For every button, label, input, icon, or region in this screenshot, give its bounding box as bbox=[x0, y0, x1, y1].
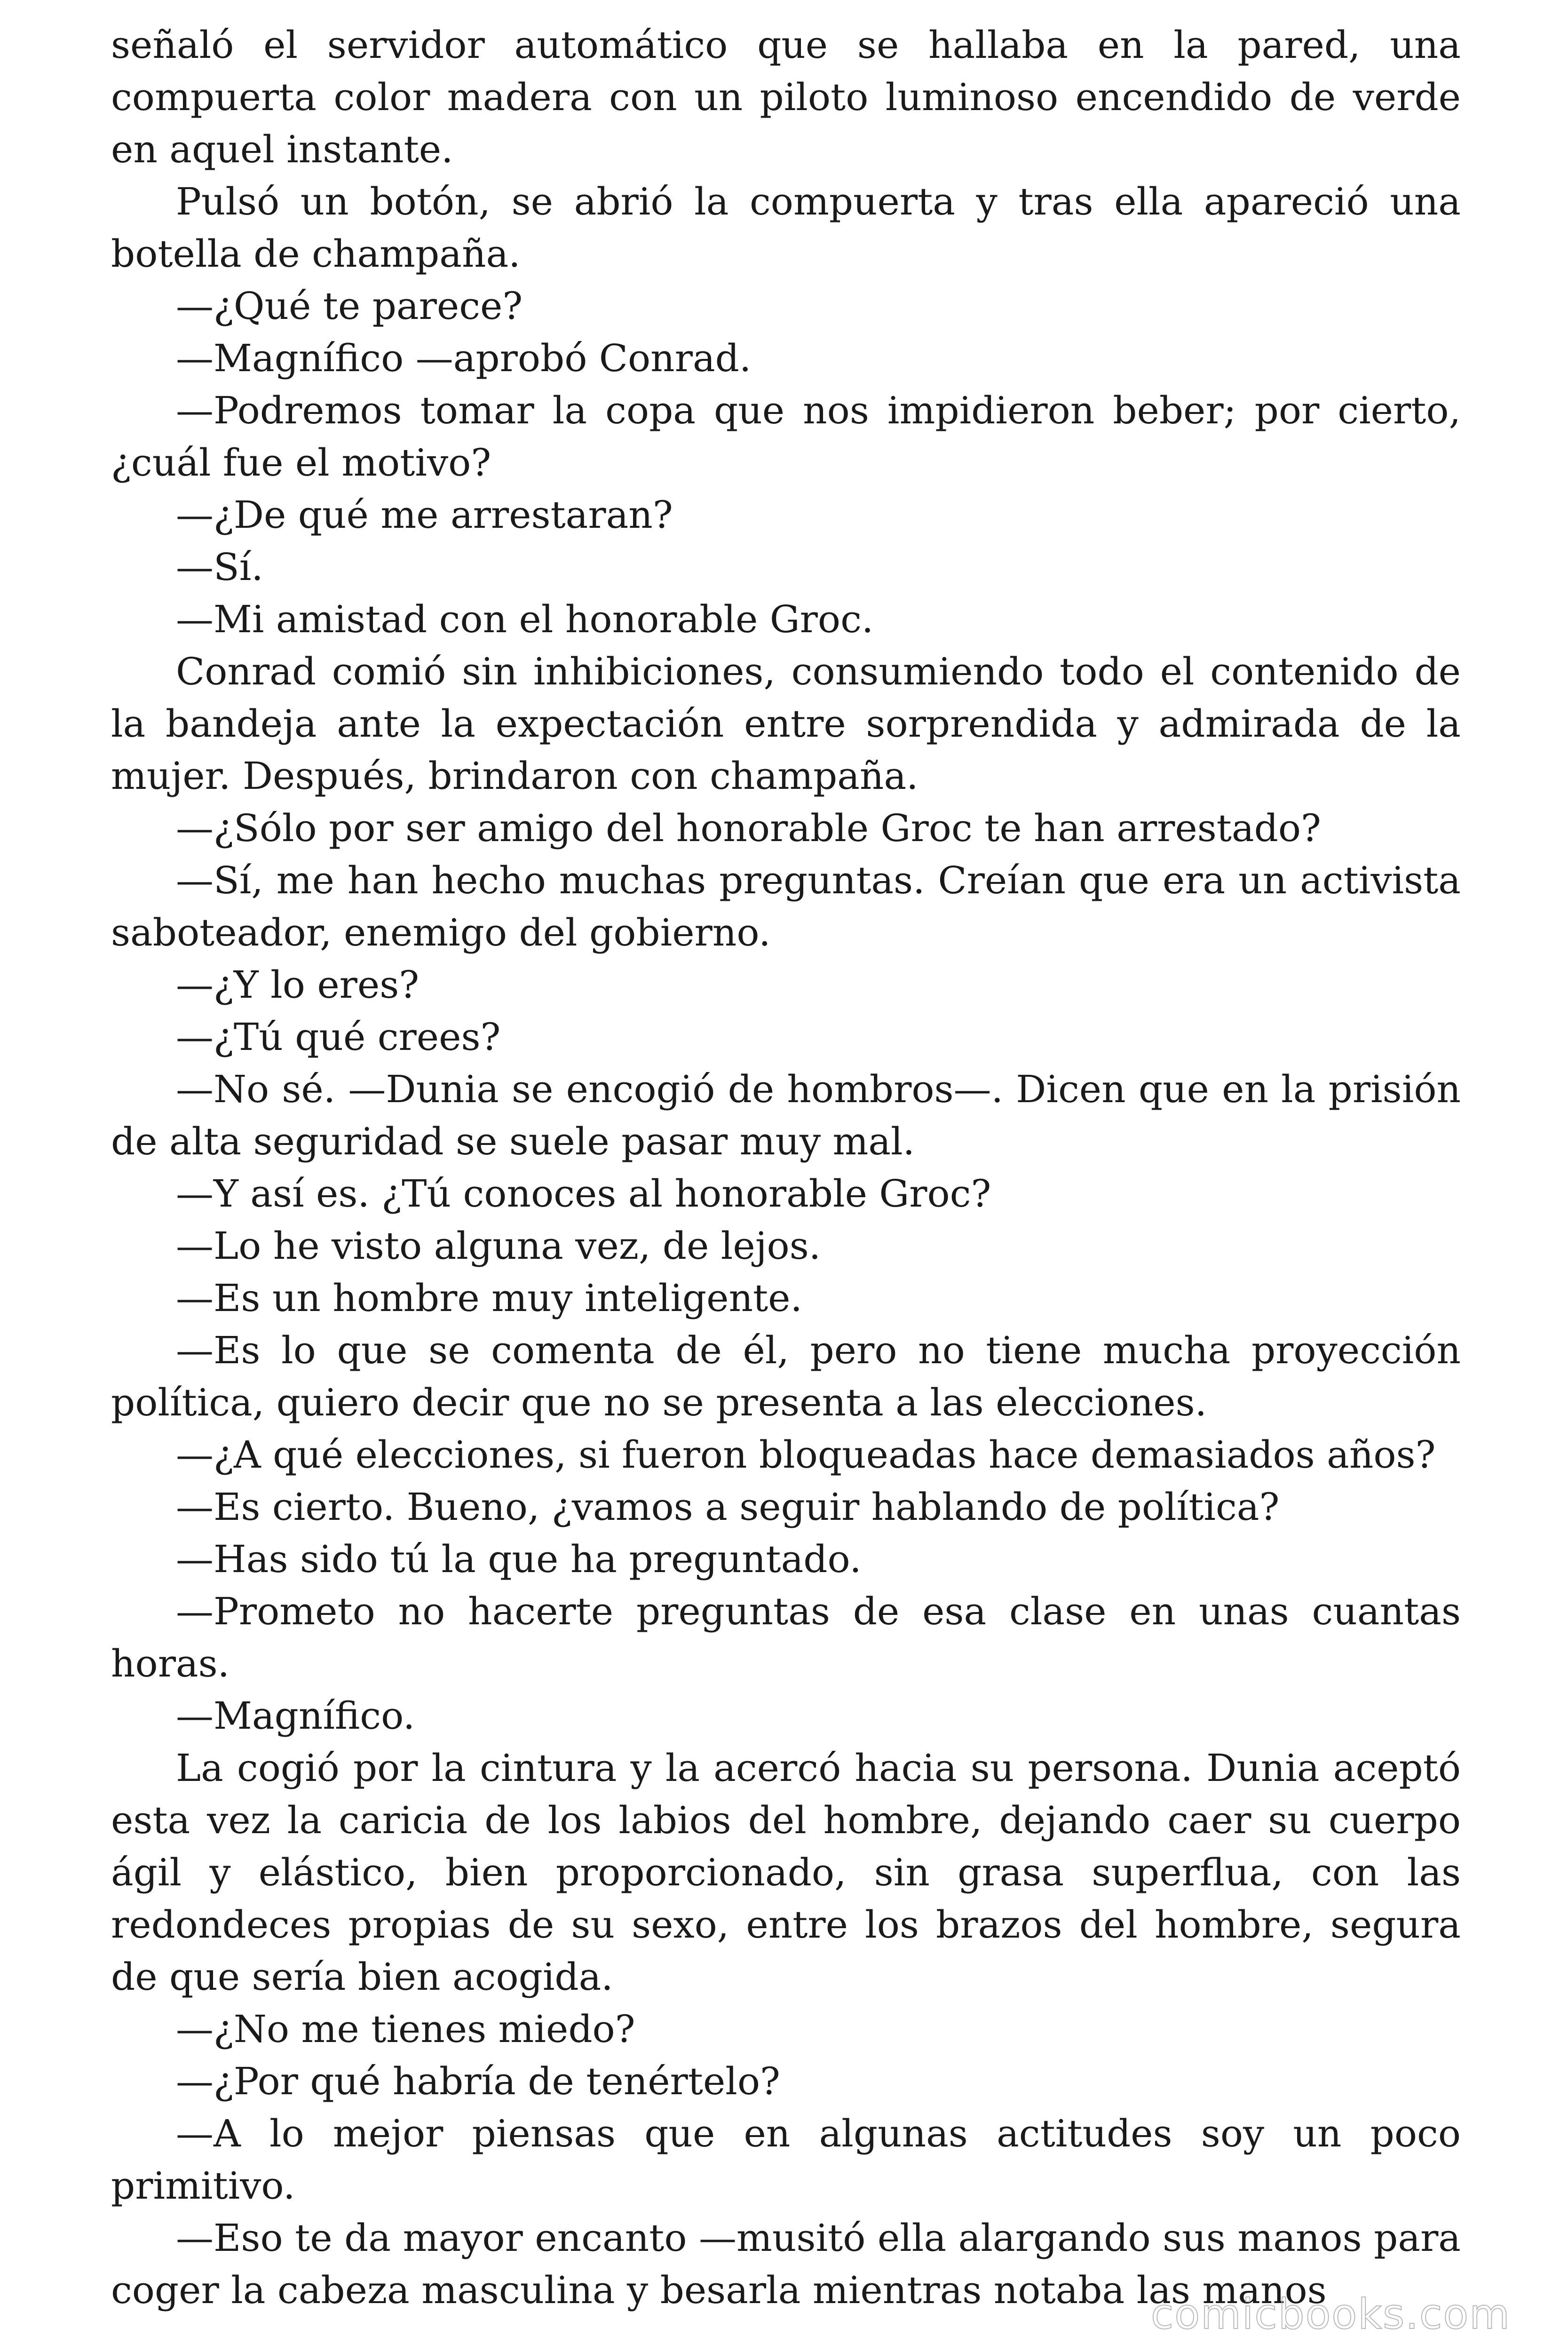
dialogue-line: —¿De qué me arrestaran? bbox=[176, 493, 673, 537]
dialogue-line: —Sí. bbox=[176, 545, 263, 589]
dialogue-line: —A lo mejor piensas que en algunas actitudes soy un poco primitivo. bbox=[111, 2112, 1461, 2208]
watermark: comicbooks.com bbox=[1150, 2290, 1511, 2338]
dialogue-line: —Es cierto. Bueno, ¿vamos a seguir hablando de política? bbox=[176, 1485, 1280, 1529]
dialogue-line: —¿Por qué habría de tenértelo? bbox=[176, 2059, 780, 2103]
dialogue-line: —¿Sólo por ser amigo del honorable Groc te han arrestado? bbox=[176, 806, 1321, 850]
dialogue-line: —Has sido tú la que ha preguntado. bbox=[176, 1537, 862, 1581]
dialogue-line: —¿No me tienes miedo? bbox=[176, 2007, 635, 2051]
dialogue-line: —¿Y lo eres? bbox=[176, 963, 420, 1007]
dialogue-line: —Prometo no hacerte preguntas de esa clase en unas cuantas horas. bbox=[111, 1589, 1461, 1685]
dialogue-line: —Es un hombre muy inteligente. bbox=[176, 1276, 802, 1320]
paragraph: Pulsó un botón, se abrió la compuerta y tras ella apareció una botella de champaña. bbox=[111, 180, 1461, 276]
body-text bbox=[111, 19, 1461, 2316]
paragraph: señaló el servidor automático que se hallaba en la pared, una compuerta color madera con un piloto luminoso encendido de verde en aquel instante. bbox=[111, 23, 1461, 171]
dialogue-line: —No sé. —Dunia se encogió de hombros—. Dicen que en la prisión de alta seguridad se suele pasar muy mal. bbox=[111, 1067, 1461, 1163]
dialogue-line: —Eso te da mayor encanto —musitó ella alargando sus manos para coger la cabeza masculina y besarla mientras notaba las manos bbox=[111, 2216, 1461, 2312]
dialogue-line: —Magnífico. bbox=[176, 1694, 415, 1738]
dialogue-line: —Mi amistad con el honorable Groc. bbox=[176, 597, 874, 641]
dialogue-line: —Podremos tomar la copa que nos impidieron beber; por cierto, ¿cuál fue el motivo? bbox=[111, 389, 1461, 485]
dialogue-line: —Es lo que se comenta de él, pero no tiene mucha proyección política, quiero decir que no se presenta a las elecciones. bbox=[111, 1328, 1461, 1424]
dialogue-line: —Sí, me han hecho muchas preguntas. Creían que era un activista saboteador, enemigo del gobierno. bbox=[111, 858, 1461, 954]
dialogue-line: —¿Qué te parece? bbox=[176, 284, 523, 328]
dialogue-line: —Y así es. ¿Tú conoces al honorable Groc? bbox=[176, 1172, 991, 1216]
dialogue-line: —Lo he visto alguna vez, de lejos. bbox=[176, 1224, 821, 1268]
dialogue-line: —¿Tú qué crees? bbox=[176, 1015, 501, 1059]
paragraph: La cogió por la cintura y la acercó hacia su persona. Dunia aceptó esta vez la caricia de los labios del hombre, dejando caer su cuerpo ágil y elástico, bien proporcionado, sin grasa superflua, con las redondeces propias de su sexo, entre los brazos del hombre, segura de que sería bien acogida. bbox=[111, 1746, 1461, 1999]
dialogue-line: —¿A qué elecciones, si fueron bloqueadas hace demasiados años? bbox=[176, 1433, 1436, 1477]
paragraph: Conrad comió sin inhibiciones, consumiendo todo el contenido de la bandeja ante la expectación entre sorprendida y admirada de la mujer. Después, brindaron con champaña. bbox=[111, 650, 1461, 798]
dialogue-line: —Magnífico —aprobó Conrad. bbox=[176, 336, 752, 380]
